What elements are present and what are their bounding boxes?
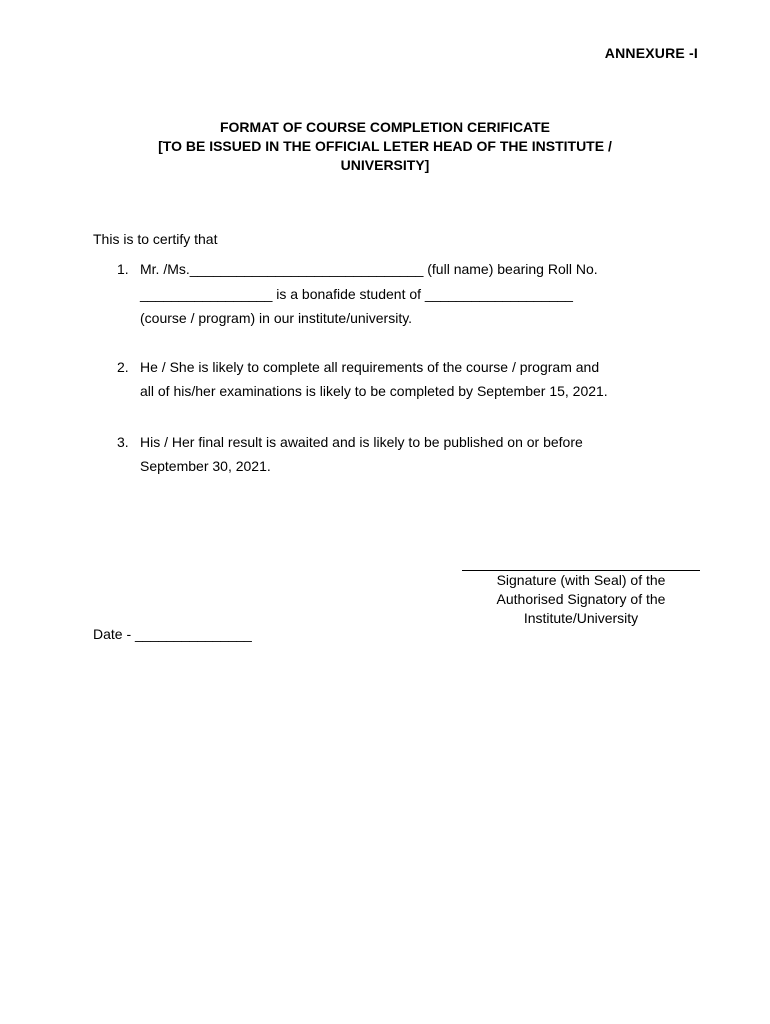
list-item bbox=[93, 257, 693, 331]
item-number: 1. bbox=[117, 261, 129, 277]
annexure-label: ANNEXURE -I bbox=[604, 45, 698, 61]
intro-text: This is to certify that bbox=[93, 231, 218, 247]
signature-caption-2: Authorised Signatory of the bbox=[496, 591, 666, 607]
item-line: September 30, 2021. bbox=[140, 458, 271, 474]
item-line: (course / program) in our institute/university. bbox=[140, 310, 413, 326]
item-number: 2. bbox=[117, 358, 129, 375]
signature-caption-1: Signature (with Seal) of the bbox=[496, 572, 666, 588]
item-number: 3. bbox=[117, 433, 129, 450]
document-heading bbox=[90, 118, 680, 175]
certificate-items bbox=[93, 257, 693, 479]
list-item bbox=[93, 430, 693, 479]
signature-caption-3: Institute/University bbox=[523, 610, 639, 626]
date-field: Date - _______________ bbox=[93, 626, 252, 642]
item-line: Mr. /Ms.______________________________ (full name) bearing Roll No. bbox=[140, 261, 598, 277]
heading-line-1: FORMAT OF COURSE COMPLETION CERIFICATE bbox=[219, 119, 551, 135]
item-line: He / She is likely to complete all requirements of the course / program and bbox=[140, 358, 600, 375]
heading-line-2: [TO BE ISSUED IN THE OFFICIAL LETER HEAD OF THE INSTITUTE / bbox=[158, 138, 612, 154]
heading-line-3: UNIVERSITY] bbox=[340, 157, 430, 173]
item-line: _________________ is a bonafide student of ___________________ bbox=[140, 285, 573, 302]
list-item bbox=[93, 355, 693, 404]
item-line: all of his/her examinations is likely to be completed by September 15, 2021. bbox=[140, 383, 608, 399]
signature-block bbox=[462, 553, 700, 628]
item-line: His / Her final result is awaited and is likely to be published on or before bbox=[140, 433, 583, 450]
signature-line bbox=[462, 553, 700, 571]
